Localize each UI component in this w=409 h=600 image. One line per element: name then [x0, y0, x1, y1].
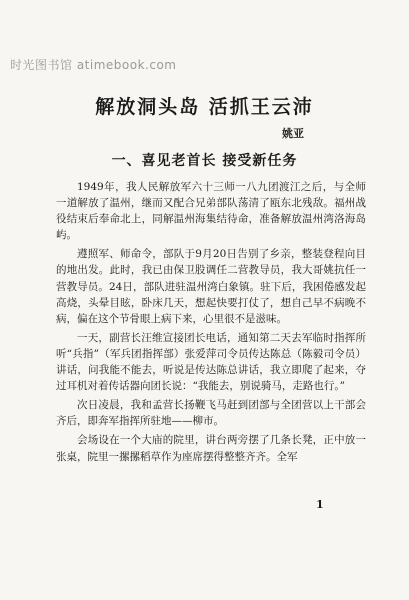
page-number: 1: [316, 498, 324, 511]
paragraph: 会场设在一个大庙的院里，讲台两旁摆了几条长凳，正中放一张桌，院里一摞摞稻草作为座席摆得整整齐齐。全军: [56, 434, 366, 463]
watermark: 时光图书馆 atimebook.com: [10, 58, 177, 72]
paragraph: 一天，副营长汪维宣接团长电话，通知第二天去军临时指挥所听“兵指”（军兵团指挥部）张爱萍司令员传达陈总（陈毅司令员）讲话，问我能不能去，听说是传达陈总讲话，我立即爬了起来，夺过耳机对着传话器向团长说：“我能去，别说骑马，走路也行。”: [56, 331, 366, 393]
article-title: 解放洞头岛 活抓王云沛: [95, 96, 314, 118]
section-heading: 一、喜见老首长 接受新任务: [111, 153, 298, 169]
author-name: 姚亚: [282, 127, 304, 140]
body-text: [56, 179, 366, 468]
paragraph: 次日凌晨，我和孟营长扬鞭飞马赶到团部与全团营以上干部会齐后，即奔军指挥所驻地——柳市。: [56, 399, 366, 428]
paragraph: 1949年，我人民解放军六十三师一八九团渡江之后，与全师一道解放了温州，继而又配合兄弟部队荡清了瓯东北残敌。福州战役结束后奉命北上，同解温州海集结待命，准备解放温州湾洛海岛屿。: [56, 181, 366, 242]
paragraph: 遵照军、师命令，部队于9月20日告别了乡亲，整装登程向目的地出发。此时，我已由保卫股调任二营教导员，我大哥姚抗任一营教导员。24日，部队进驻温州湾白象镇。驻下后，我困倦感发起高烧，头晕目眩，卧床几天，想起快要打仗了，想自己早不病晚不病，偏在这个节骨眼上病下来，心里很不是滋味。: [56, 248, 366, 325]
